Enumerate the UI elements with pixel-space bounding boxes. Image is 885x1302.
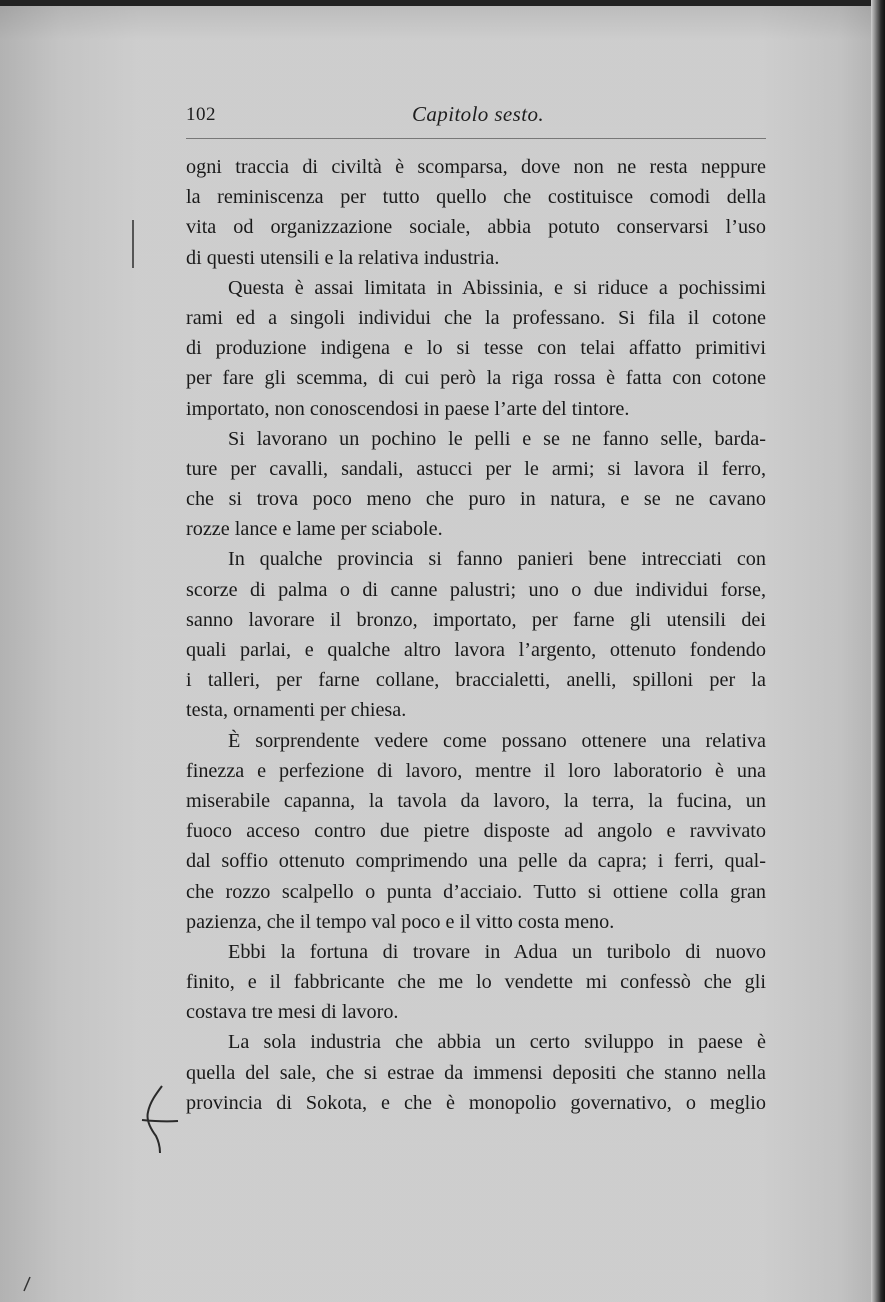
text-line: che si trova poco meno che puro in natura, e se ne cavano: [186, 488, 766, 511]
text-line: finezza e perfezione di lavoro, mentre il loro laboratorio è una: [186, 759, 766, 782]
text-line: testa, ornamenti per chiesa.: [186, 699, 407, 722]
paragraph: [186, 544, 766, 725]
corner-pencil-mark-icon: [22, 1276, 32, 1292]
text-line: quali parlai, e qualche altro lavora l’argento, ottenuto fondendo: [186, 639, 766, 661]
margin-pencil-stroke: [132, 220, 134, 268]
text-line: di produzione indigena e lo si tesse con telai affatto primitivi: [186, 337, 766, 360]
body-text: [186, 152, 766, 1118]
paragraph: [186, 1027, 766, 1118]
text-line: rami ed a singoli individui che la professano. Si fila il cotone: [186, 306, 766, 329]
text-line: per fare gli scemma, di cui però la riga rossa è fatta con cotone: [186, 367, 766, 390]
text-line: importato, non conoscendosi in paese l’arte del tintore.: [186, 397, 630, 420]
text-line: costava tre mesi di lavoro.: [186, 1001, 399, 1024]
scan-right-edge: [871, 0, 885, 1302]
text-line: La sola industria che abbia un certo sviluppo in paese è: [228, 1031, 766, 1054]
text-line: i talleri, per farne collane, braccialetti, anelli, spilloni per la: [186, 669, 766, 692]
text-line: scorze di palma o di canne palustri; uno o due individui forse,: [186, 578, 766, 601]
text-line: dal soffio ottenuto comprimendo una pelle da capra; i ferri, qual-: [186, 850, 766, 873]
text-line: la reminiscenza per tutto quello che costituisce comodi della: [186, 186, 766, 209]
text-line: ogni traccia di civiltà è scomparsa, dove non ne resta neppure: [186, 156, 766, 178]
paragraph: [186, 152, 766, 273]
page-header: [186, 98, 766, 132]
text-line: Ebbi la fortuna di trovare in Adua un turibolo di nuovo: [228, 940, 766, 963]
header-rule: [186, 138, 766, 139]
text-line: che rozzo scalpello o punta d’acciaio. Tutto si ottiene colla gran: [186, 880, 766, 903]
paragraph: [186, 273, 766, 424]
text-line: sanno lavorare il bronzo, importato, per farne gli utensili dei: [186, 608, 766, 631]
handwritten-cross-mark-icon: [140, 1084, 180, 1154]
paragraph: [186, 424, 766, 545]
text-line: ture per cavalli, sandali, astucci per le armi; si lavora il ferro,: [186, 457, 766, 480]
text-line: di questi utensili e la relativa industria.: [186, 246, 500, 269]
text-line: pazienza, che il tempo val poco e il vitto costa meno.: [186, 910, 615, 933]
text-line: È sorprendente vedere come possano ottenere una relativa: [228, 729, 766, 752]
text-line: finito, e il fabbricante che me lo vendette mi confessò che gli: [186, 971, 766, 994]
page-number: 102: [186, 104, 216, 125]
text-line: quella del sale, che si estrae da immensi depositi che stanno nella: [186, 1061, 766, 1084]
text-line: Questa è assai limitata in Abissinia, e si riduce a pochissimi: [228, 276, 766, 299]
paragraph: [186, 937, 766, 1028]
text-line: fuoco acceso contro due pietre disposte ad angolo e ravvivato: [186, 820, 766, 843]
text-line: In qualche provincia si fanno panieri bene intrecciati con: [228, 548, 766, 571]
text-line: rozze lance e lame per sciabole.: [186, 518, 443, 541]
text-line: miserabile capanna, la tavola da lavoro, la terra, la fucina, un: [186, 789, 766, 812]
paragraph: [186, 726, 766, 937]
text-line: vita od organizzazione sociale, abbia potuto conservarsi l’uso: [186, 216, 766, 239]
text-line: provincia di Sokota, e che è monopolio governativo, o meglio: [186, 1091, 766, 1114]
running-title: Capitolo sesto.: [412, 102, 545, 126]
scan-top-edge: [0, 0, 885, 6]
text-line: Si lavorano un pochino le pelli e se ne fanno selle, barda-: [228, 427, 766, 450]
